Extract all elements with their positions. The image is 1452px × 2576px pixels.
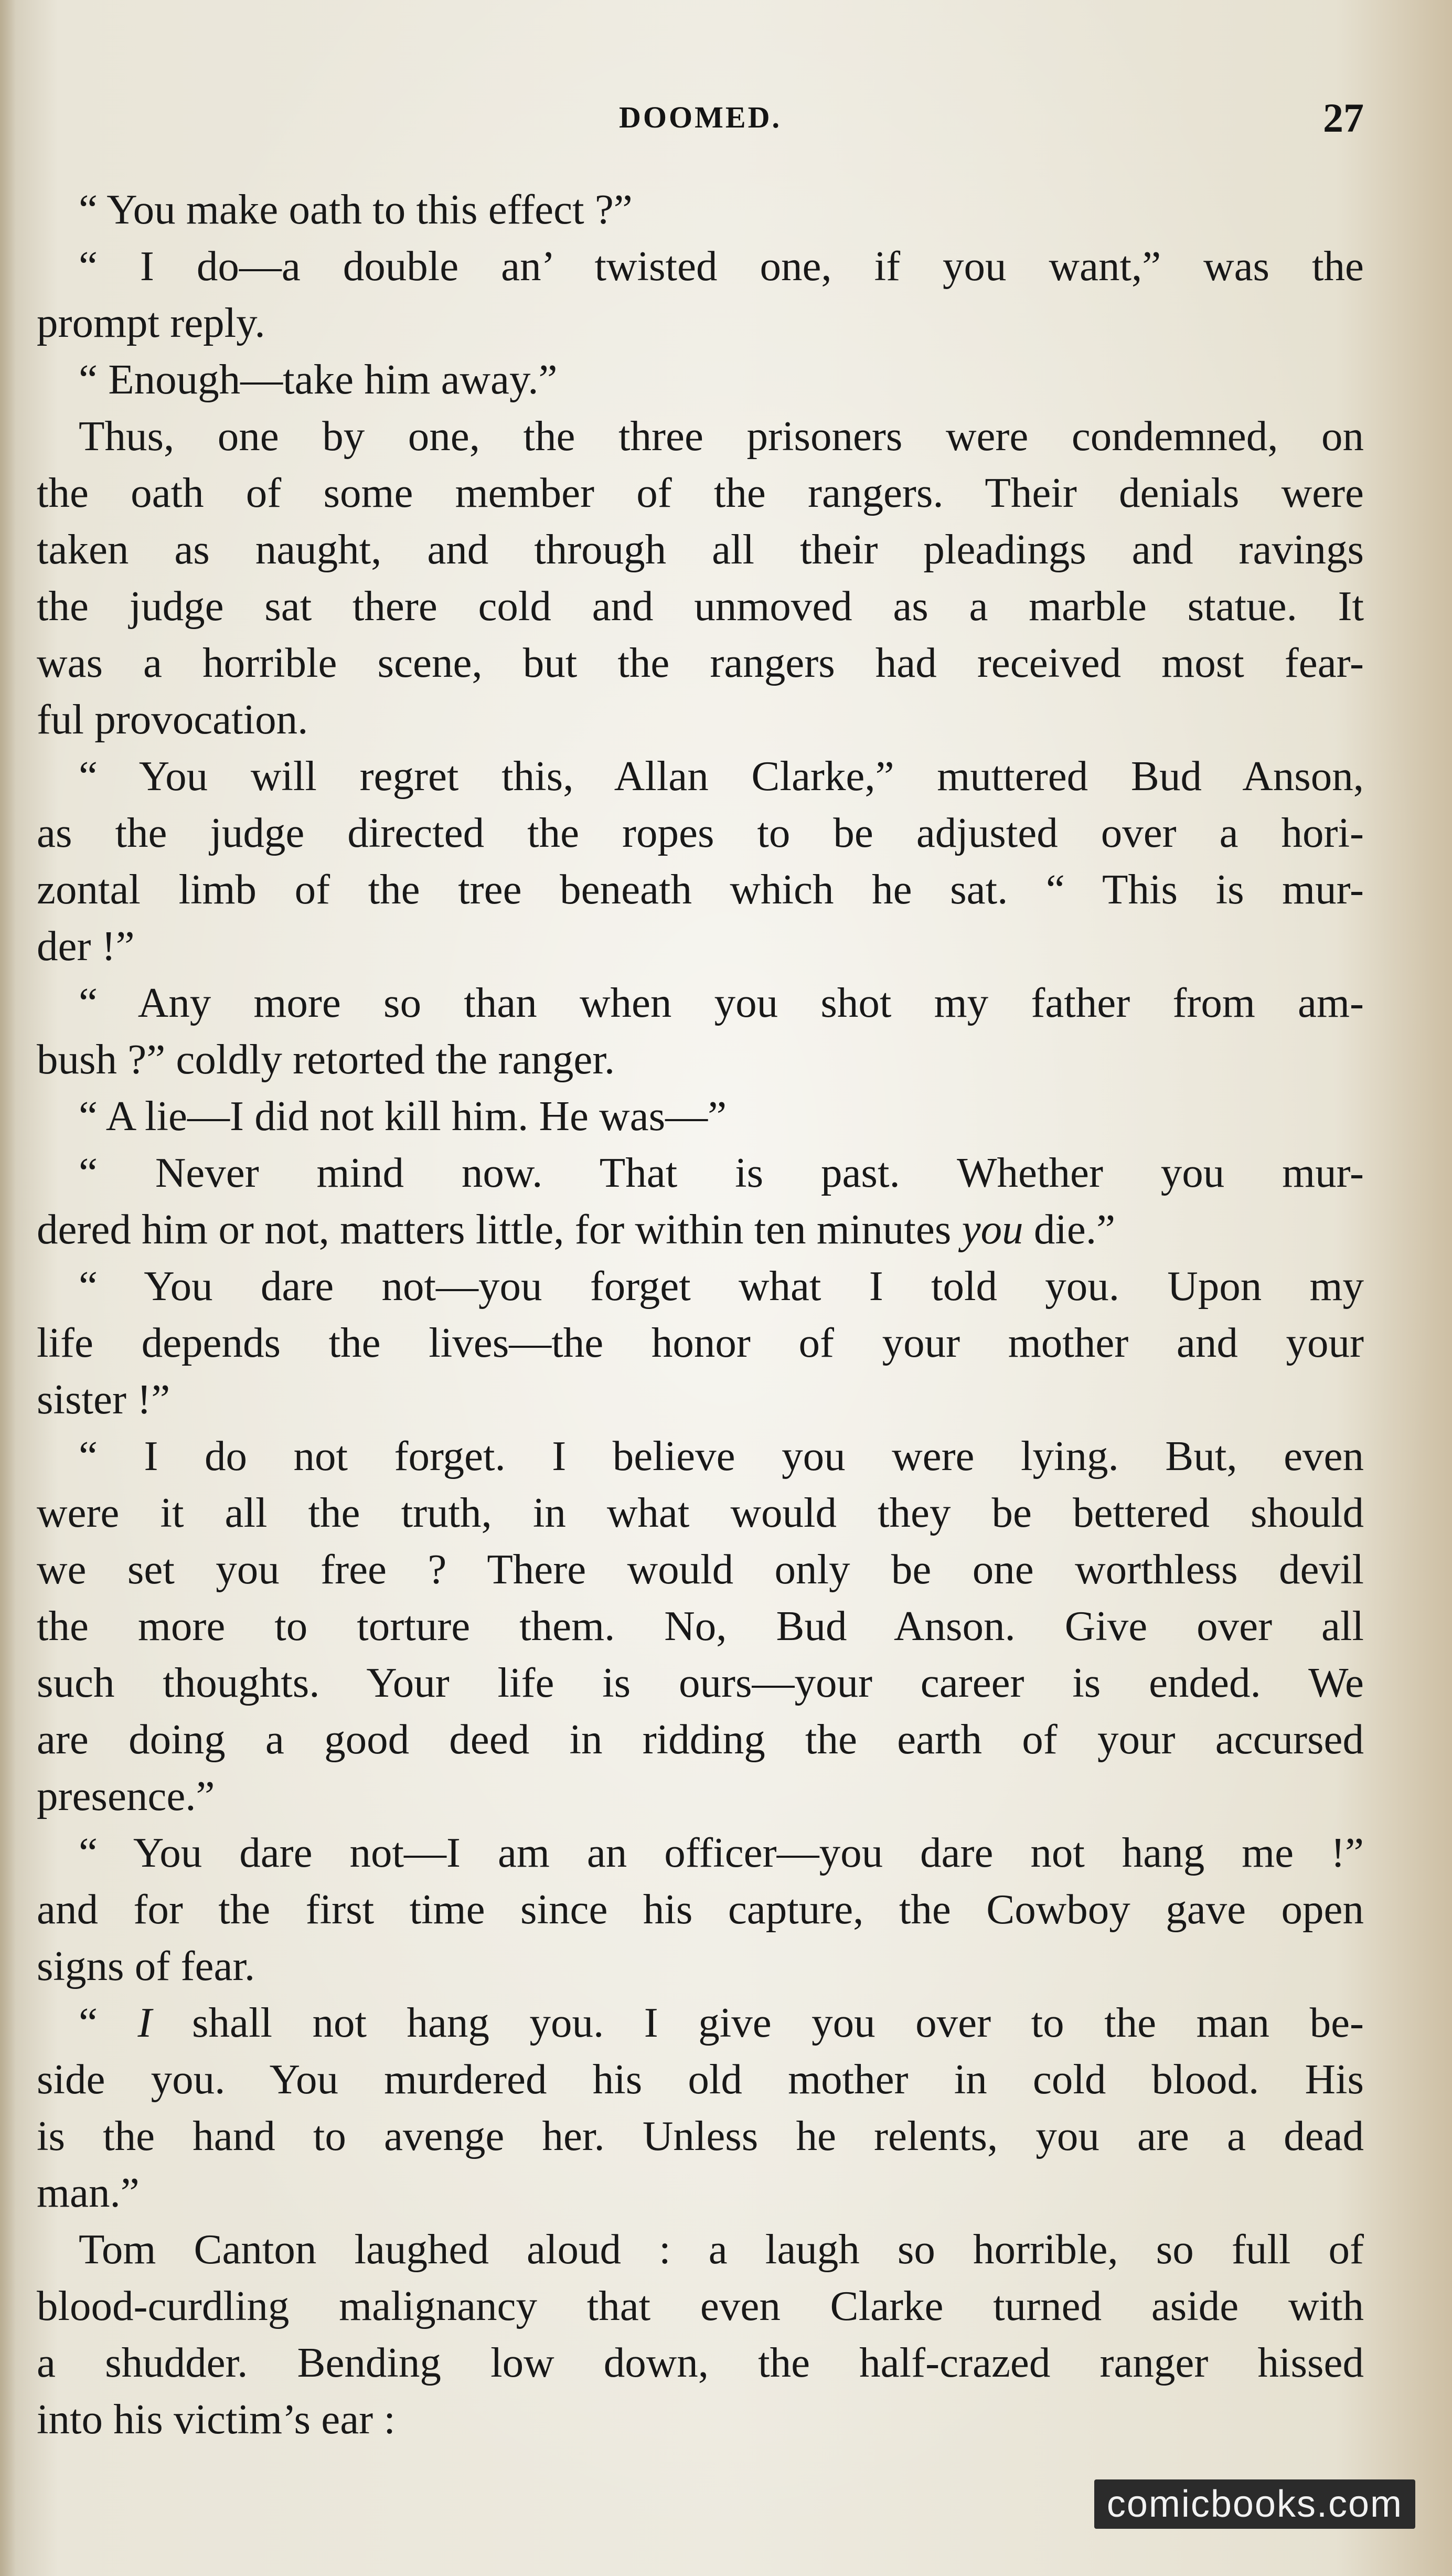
paragraph bbox=[37, 181, 1364, 238]
text-line: dered him or not, matters little, for within ten minutes you die.” bbox=[37, 1206, 1116, 1253]
paragraph bbox=[37, 1144, 1364, 1258]
text-line: sister !” bbox=[37, 1376, 170, 1423]
text-line: life depends the lives—the honor of your mother and your bbox=[37, 1319, 1364, 1366]
text-line: a shudder. Bending low down, the half-crazed ranger hissed bbox=[37, 2339, 1364, 2386]
text-line: is the hand to avenge her. Unless he relents, you are a dead bbox=[37, 2112, 1364, 2159]
text-line: Tom Canton laughed aloud : a laugh so horrible, so full of bbox=[79, 2226, 1364, 2273]
text-line: ful provocation. bbox=[37, 696, 308, 743]
text-line: the oath of some member of the rangers. Their denials were bbox=[37, 469, 1364, 516]
text-line: Thus, one by one, the three prisoners were condemned, on bbox=[79, 412, 1364, 460]
text-line: bush ?” coldly retorted the ranger. bbox=[37, 1036, 615, 1083]
text-line: “ You dare not—you forget what I told you. Upon my bbox=[79, 1262, 1364, 1310]
text-line: side you. You murdered his old mother in cold blood. His bbox=[37, 2056, 1364, 2103]
paragraph bbox=[37, 351, 1364, 408]
text-line: “ Any more so than when you shot my father from am- bbox=[79, 979, 1364, 1026]
text-line: man.” bbox=[37, 2169, 140, 2216]
paragraph bbox=[37, 748, 1364, 974]
paragraph bbox=[37, 2221, 1364, 2447]
paragraph bbox=[37, 1824, 1364, 1994]
emphasis: you bbox=[962, 1206, 1023, 1253]
text-line: into his victim’s ear : bbox=[37, 2396, 396, 2443]
text-line: “ You dare not—I am an officer—you dare not hang me !” bbox=[79, 1829, 1364, 1876]
paragraph bbox=[37, 974, 1364, 1088]
text-line: such thoughts. Your life is ours—your career is ended. We bbox=[37, 1659, 1364, 1706]
body-text bbox=[37, 181, 1364, 2447]
page-number: 27 bbox=[1323, 95, 1364, 141]
text-line: we set you free ? There would only be one worthless devil bbox=[37, 1546, 1364, 1593]
text-line: der !” bbox=[37, 922, 135, 970]
text-line: “ I do not forget. I believe you were lying. But, even bbox=[79, 1432, 1364, 1479]
text-line: “ I shall not hang you. I give you over to the man be- bbox=[79, 1999, 1364, 2046]
paragraph bbox=[37, 1088, 1364, 1144]
text-line: “ Never mind now. That is past. Whether you mur- bbox=[79, 1149, 1364, 1196]
emphasis: I bbox=[137, 1999, 152, 2046]
page-edge-shadow bbox=[0, 0, 16, 2576]
text-line: the more to torture them. No, Bud Anson. Give over all bbox=[37, 1602, 1364, 1649]
text-line: blood-curdling malignancy that even Clarke turned aside with bbox=[37, 2282, 1364, 2329]
running-head: DOOMED. bbox=[619, 100, 782, 134]
text-line: “ You will regret this, Allan Clarke,” muttered Bud Anson, bbox=[79, 752, 1364, 800]
text-line: “ A lie—I did not kill him. He was—” bbox=[79, 1092, 727, 1140]
text-line: are doing a good deed in ridding the earth of your accursed bbox=[37, 1716, 1364, 1763]
text-line: prompt reply. bbox=[37, 299, 265, 346]
text-line: “ You make oath to this effect ?” bbox=[79, 186, 633, 233]
paragraph bbox=[37, 1428, 1364, 1824]
text-line: the judge sat there cold and unmoved as a marble statue. It bbox=[37, 582, 1364, 630]
watermark-logo: comicbooks.com bbox=[1094, 2479, 1415, 2529]
paragraph bbox=[37, 1258, 1364, 1428]
text-line: as the judge directed the ropes to be adjusted over a hori- bbox=[37, 809, 1364, 856]
page-header bbox=[37, 94, 1364, 152]
text-line: taken as naught, and through all their pleadings and ravings bbox=[37, 526, 1364, 573]
text-line: zontal limb of the tree beneath which he sat. “ This is mur- bbox=[37, 866, 1364, 913]
paragraph bbox=[37, 238, 1364, 351]
text-line: signs of fear. bbox=[37, 1942, 255, 1989]
text-line: were it all the truth, in what would they be bettered should bbox=[37, 1489, 1364, 1536]
text-line: “ Enough—take him away.” bbox=[79, 356, 558, 403]
text-line: presence.” bbox=[37, 1772, 215, 1819]
paragraph bbox=[37, 1994, 1364, 2221]
text-line: was a horrible scene, but the rangers had received most fear- bbox=[37, 639, 1364, 686]
text-line: and for the first time since his capture, the Cowboy gave open bbox=[37, 1886, 1364, 1933]
text-line: “ I do—a double an’ twisted one, if you want,” was the bbox=[79, 242, 1364, 290]
paragraph bbox=[37, 408, 1364, 748]
